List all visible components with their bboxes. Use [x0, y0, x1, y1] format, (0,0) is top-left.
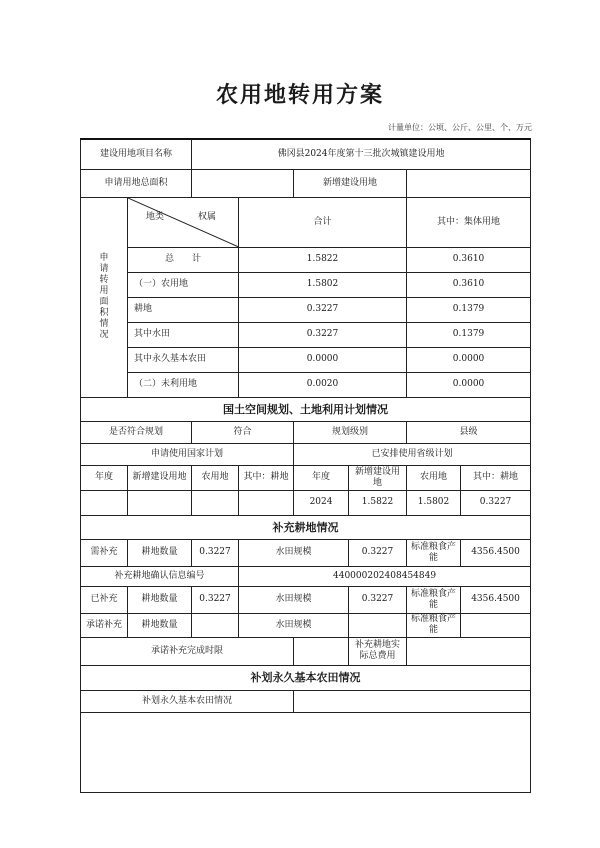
plan-value: [81, 490, 128, 515]
grain-label: 标准粮食产能: [407, 539, 461, 566]
new-land-label: 新增建设用地: [294, 169, 407, 197]
basic-farmland-label: 补划永久基本农田情况: [81, 690, 294, 712]
row-total: 0.3227: [239, 297, 407, 322]
level-label: 规划级别: [294, 421, 407, 443]
confirm-value: 440000202408454849: [239, 566, 531, 586]
promise-paddy-value: [349, 613, 407, 637]
plan-header: 其中：耕地: [239, 465, 294, 490]
actual-cost-label: 补充耕地实际总费用: [349, 637, 407, 665]
plan-value: 1.5822: [349, 490, 407, 515]
provincial-plan-label: 已安排使用省级计划: [294, 443, 531, 465]
national-plan-label: 申请使用国家计划: [81, 443, 294, 465]
row-collective: 0.3610: [407, 272, 531, 297]
row-label: （一）农用地: [128, 272, 239, 297]
plan-value: 2024: [294, 490, 349, 515]
row-collective: 0.3610: [407, 247, 531, 272]
row-total: 0.0000: [239, 347, 407, 372]
actual-cost-value: [407, 637, 531, 665]
done-label: 已补充: [81, 586, 128, 613]
new-land-value: [407, 169, 531, 197]
plan-value: 0.3227: [461, 490, 531, 515]
compensation-heading: 补充耕地情况: [81, 515, 531, 539]
row-label: 耕地: [128, 297, 239, 322]
diagonal-header-cell: [128, 197, 239, 247]
land-conversion-table: [80, 138, 531, 793]
paddy-label: 水田规模: [239, 586, 349, 613]
row-total: 0.0020: [239, 372, 407, 397]
plan-header: 年度: [81, 465, 128, 490]
done-paddy-value: 0.3227: [349, 586, 407, 613]
plan-header: 农用地: [192, 465, 239, 490]
farmland-count-label: 耕地数量: [128, 539, 192, 566]
total-area-value: [192, 169, 294, 197]
col-collective-header: 其中：集体用地: [407, 197, 531, 247]
row-label: 其中水田: [128, 322, 239, 347]
plan-header: 新增建设用地: [349, 465, 407, 490]
done-farmland-value: 0.3227: [192, 586, 239, 613]
row-collective: 0.1379: [407, 297, 531, 322]
need-grain-value: 4356.4500: [461, 539, 531, 566]
total-area-label: 申请用地总面积: [81, 169, 192, 197]
plan-value: [239, 490, 294, 515]
conform-value: 符合: [192, 421, 294, 443]
row-total: 1.5822: [239, 247, 407, 272]
paddy-label: 水田规模: [239, 539, 349, 566]
grain-label: 标准粮食产能: [407, 613, 461, 637]
diagonal-line: [128, 198, 239, 248]
plan-header: 新增建设用地: [128, 465, 192, 490]
need-paddy-value: 0.3227: [349, 539, 407, 566]
row-total: 1.5802: [239, 272, 407, 297]
need-farmland-value: 0.3227: [192, 539, 239, 566]
grain-label: 标准粮食产能: [407, 586, 461, 613]
promise-label: 承诺补充: [81, 613, 128, 637]
promise-grain-value: [461, 613, 531, 637]
plan-value: 1.5802: [407, 490, 461, 515]
basic-farmland-heading: 补划永久基本农田情况: [81, 665, 531, 690]
level-value: 县级: [407, 421, 531, 443]
plan-value: [128, 490, 192, 515]
promise-time-value: [294, 637, 349, 665]
need-label: 需补充: [81, 539, 128, 566]
paddy-label: 水田规模: [239, 613, 349, 637]
conform-label: 是否符合规划: [81, 421, 192, 443]
basic-farmland-blank: [81, 712, 531, 792]
unit-note: 计量单位：公顷、公斤、公里、个、万元: [388, 123, 532, 132]
row-collective: 0.0000: [407, 347, 531, 372]
farmland-count-label: 耕地数量: [128, 613, 192, 637]
project-name-label: 建设用地项目名称: [81, 139, 192, 169]
row-label: （二）未利用地: [128, 372, 239, 397]
area-side-label: 申 请 转 用 面 积 情 况: [81, 197, 128, 397]
plan-header: 其中：耕地: [461, 465, 531, 490]
plan-value: [192, 490, 239, 515]
project-name-value: 佛冈县2024年度第十三批次城镇建设用地: [192, 139, 531, 169]
row-label: 总 计: [128, 247, 239, 272]
confirm-label: 补充耕地确认信息编号: [81, 566, 239, 586]
planning-heading: 国土空间规划、土地利用计划情况: [81, 397, 531, 421]
row-collective: 0.0000: [407, 372, 531, 397]
promise-time-label: 承诺补充完成时限: [81, 637, 294, 665]
farmland-count-label: 耕地数量: [128, 586, 192, 613]
row-label: 其中永久基本农田: [128, 347, 239, 372]
plan-header: 年度: [294, 465, 349, 490]
diag-right-label: 权属: [198, 211, 217, 222]
plan-header: 农用地: [407, 465, 461, 490]
done-grain-value: 4356.4500: [461, 586, 531, 613]
row-total: 0.3227: [239, 322, 407, 347]
page-title: 农用地转用方案: [215, 82, 384, 108]
diag-left-label: 地类: [146, 211, 165, 222]
basic-farmland-value: [294, 690, 531, 712]
col-total-header: 合计: [239, 197, 407, 247]
row-collective: 0.1379: [407, 322, 531, 347]
promise-farmland-value: [192, 613, 239, 637]
